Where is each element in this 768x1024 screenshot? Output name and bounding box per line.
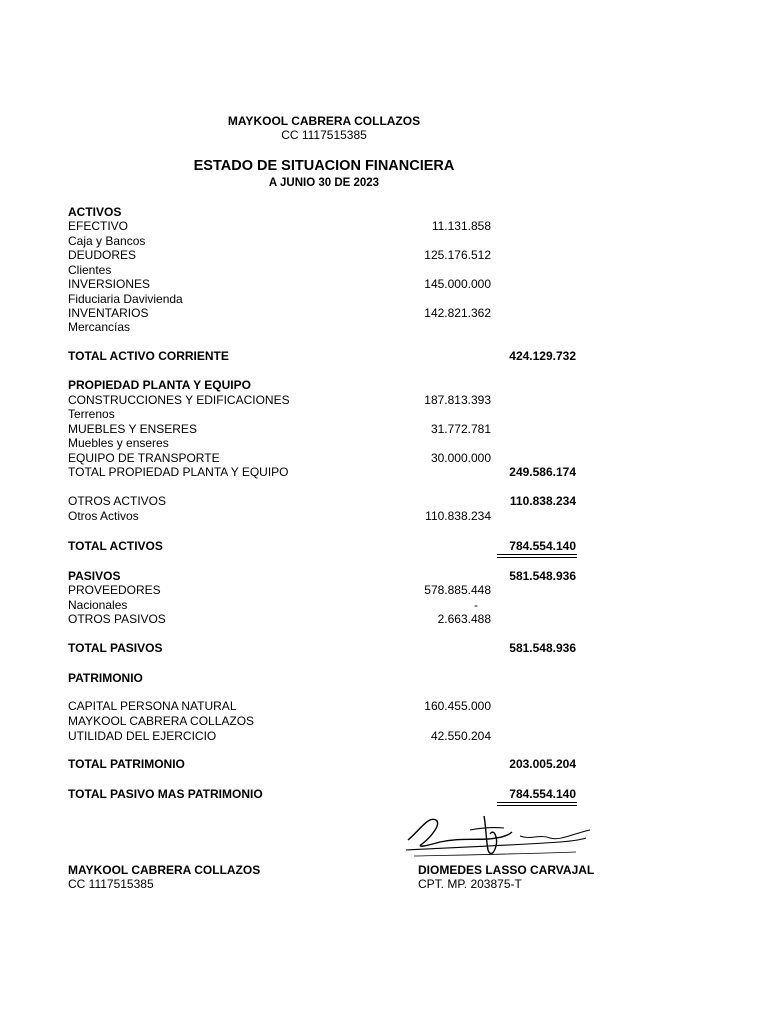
- item-sublabel: Caja y Bancos: [68, 234, 146, 248]
- patrimonio-heading: PATRIMONIO: [68, 671, 143, 685]
- handwritten-signature: [400, 810, 600, 864]
- item-value: 578.885.448: [424, 583, 491, 597]
- item-label: MUEBLES Y ENSERES: [68, 422, 197, 436]
- total-patrimonio-value: 203.005.204: [509, 757, 576, 771]
- item-label: UTILIDAD DEL EJERCICIO: [68, 729, 217, 743]
- item-label: CAPITAL PERSONA NATURAL: [68, 699, 237, 713]
- owner-id: CC 1117515385: [281, 128, 367, 142]
- item-label: EFECTIVO: [68, 219, 129, 233]
- document-title: ESTADO DE SITUACION FINANCIERA: [193, 158, 455, 174]
- item-value: 187.813.393: [424, 393, 491, 407]
- item-label: CONSTRUCCIONES Y EDIFICACIONES: [68, 393, 290, 407]
- item-label: OTROS PASIVOS: [68, 612, 166, 626]
- item-sublabel: Nacionales: [68, 598, 128, 612]
- item-sublabel: Clientes: [68, 263, 112, 277]
- item-sublabel: Otros Activos: [68, 509, 139, 523]
- double-underline: [497, 805, 577, 806]
- item-label: INVENTARIOS: [68, 306, 149, 320]
- item-value: 145.000.000: [424, 277, 491, 291]
- pasivos-heading: PASIVOS: [68, 569, 121, 583]
- item-value: 2.663.488: [437, 612, 491, 626]
- pasivos-heading-value: 581.548.936: [509, 569, 576, 583]
- item-value: 125.176.512: [424, 248, 491, 262]
- item-sublabel: Terrenos: [68, 407, 115, 421]
- total-activos-label: TOTAL ACTIVOS: [68, 539, 163, 553]
- signer-left-id: CC 1117515385: [68, 877, 154, 891]
- item-label: EQUIPO DE TRANSPORTE: [68, 451, 220, 465]
- item-sublabel: Fiduciaria Davivienda: [68, 292, 183, 306]
- total-activo-corriente-value: 424.129.732: [509, 349, 576, 363]
- total-pasivo-patrimonio-label: TOTAL PASIVO MAS PATRIMONIO: [68, 787, 263, 801]
- total-ppe-label: TOTAL PROPIEDAD PLANTA Y EQUIPO: [68, 465, 289, 479]
- double-underline: [497, 554, 577, 555]
- ppe-heading: PROPIEDAD PLANTA Y EQUIPO: [68, 378, 251, 392]
- total-pasivo-patrimonio-value: 784.554.140: [509, 787, 576, 801]
- item-value: 110.838.234: [425, 509, 491, 523]
- document-date: A JUNIO 30 DE 2023: [268, 177, 380, 189]
- owner-name: MAYKOOL CABRERA COLLAZOS: [227, 114, 421, 128]
- item-value: 42.550.204: [430, 729, 491, 743]
- item-label: MAYKOOL CABRERA COLLAZOS: [68, 714, 255, 728]
- item-label: DEUDORES: [68, 248, 137, 262]
- total-pasivos-value: 581.548.936: [509, 641, 576, 655]
- item-value: 160.455.000: [424, 699, 491, 713]
- signer-right-id: CPT. MP. 203875-T: [418, 877, 522, 891]
- item-value: 142.821.362: [424, 306, 491, 320]
- total-activos-value: 784.554.140: [509, 539, 576, 553]
- activos-heading: ACTIVOS: [68, 205, 122, 219]
- total-patrimonio-label: TOTAL PATRIMONIO: [68, 757, 185, 771]
- signer-right-name: DIOMEDES LASSO CARVAJAL: [418, 863, 595, 877]
- double-underline: [497, 802, 577, 803]
- item-sublabel: Muebles y enseres: [68, 436, 169, 450]
- item-value: -: [474, 598, 478, 612]
- otros-activos-total: 110.838.234: [509, 494, 576, 508]
- item-label: INVERSIONES: [68, 277, 151, 291]
- double-underline: [497, 557, 577, 558]
- total-pasivos-label: TOTAL PASIVOS: [68, 641, 163, 655]
- signer-left-name: MAYKOOL CABRERA COLLAZOS: [68, 863, 261, 877]
- item-value: 30.000.000: [430, 451, 491, 465]
- item-value: 31.772.781: [430, 422, 491, 436]
- total-activo-corriente-label: TOTAL ACTIVO CORRIENTE: [68, 349, 229, 363]
- item-value: 11.131.858: [431, 219, 491, 233]
- total-ppe-value: 249.586.174: [509, 465, 576, 479]
- item-label: PROVEEDORES: [68, 583, 161, 597]
- item-sublabel: Mercancías: [68, 320, 131, 334]
- otros-activos-heading: OTROS ACTIVOS: [68, 494, 167, 508]
